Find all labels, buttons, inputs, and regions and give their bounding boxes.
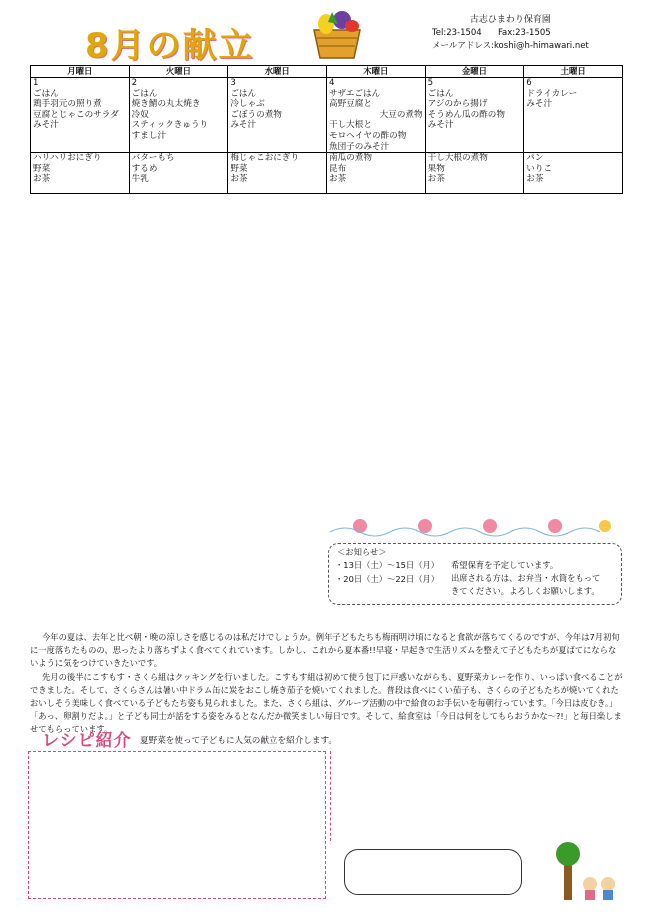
snack-cell (524, 153, 623, 194)
snack-item: バターもち (131, 153, 175, 164)
snack-cell (228, 153, 327, 194)
crab-decoration (330, 512, 620, 540)
snack-item: 牛乳 (131, 174, 149, 185)
menu-item: ごはん (131, 88, 158, 99)
paragraph: 先月の後半にこすもす・さくら組はクッキングを行いました。こすもす組は初めて使う包丁に戸惑いながらも、夏野菜カレーを作り、いっぱい食べることができました。そして、さくらさんは暑い中ドラム缶に炭をおこし焼き茄子を焼いてくれました。普段は食べにくい茄子も、さくらの子どもたちが焼いてくれたおいしそう美味しく食べている子どもたち姿も見られました。また、さくら組は、グループ活動の中で給食のお手伝いを毎朝行っています。「今日は皮むき。」「あっ、卵割りだよ。」と子ども同士が話をする姿をみるとなんだか微笑ましい毎日です。そして、給食室は「今日は何をしてもらおうかな〜?!」と毎日楽しませてもらっています。 (30, 671, 623, 735)
recipe-title: レシピ紹介 (42, 731, 132, 751)
day-cell (129, 78, 228, 153)
snack-item: ハリハリおにぎり (33, 153, 102, 164)
menu-calendar (30, 65, 623, 194)
menu-item: 焼き鯖の丸太焼き (131, 99, 201, 110)
day-number: 4 (328, 78, 335, 88)
snack-item: 南瓜の煮物 (328, 153, 372, 164)
weekday-header: 土曜日 (524, 66, 623, 78)
menu-item: 魚団子のみそ汁 (328, 141, 390, 152)
snack-item: 野菜 (33, 163, 51, 174)
menu-item: スティックきゅうり (131, 120, 209, 131)
recipe-tofu-salad (28, 751, 326, 899)
weekday-header: 木曜日 (326, 66, 425, 78)
menu-item: すまし汁 (131, 130, 167, 141)
day-cell (425, 78, 524, 153)
menu-item: みそ汁 (427, 120, 454, 131)
snack-item: お茶 (526, 174, 544, 185)
notice-heading: ＜お知らせ＞ (337, 547, 387, 557)
menu-item: 冷奴 (131, 109, 149, 120)
menu-item: 高野豆腐と (328, 99, 372, 110)
tel: Tel:23-1504 (432, 28, 482, 38)
snack-item: パン (526, 153, 544, 164)
snack-item: 梅じゃこおにぎり (230, 153, 300, 164)
notice-line2: ・20日（土）〜22日（月） (335, 574, 440, 584)
menu-item: 鶏手羽元の照り煮 (33, 99, 102, 110)
mail: :koshi@h-himawari.net (491, 41, 589, 51)
day-cell (524, 78, 623, 153)
snack-item: 干し大根の煮物 (427, 153, 488, 164)
paragraph: 今年の夏は、去年と比べ朝・晩の涼しさを感じるのは私だけでしょうか。例年子どもたちも梅雨明け頃になると食欲が落ちてくるのですが、今年は7月初旬に一度落ちたものの、思ったより落ちずよく食べてくれています。しかし、これから夏本番!!早寝・早起きで生活リズムを整えて子どもたちが夏ばてにならないように気をつけていきたいです。 (30, 632, 620, 669)
snack-item: お茶 (328, 174, 347, 185)
recipe-corn-rice (330, 751, 622, 841)
snack-cell (326, 153, 425, 194)
menu-item: ごぼうの煮物 (230, 109, 282, 120)
weekday-header: 金曜日 (425, 66, 524, 78)
notice-text2: 出席される方は、お弁当・水筒をもって (451, 573, 601, 583)
menu-item: 豆腐とじゃこのサラダ (33, 109, 119, 120)
day-number: 2 (131, 78, 138, 88)
vegetable-basket-icon (308, 8, 366, 60)
notice-line1: ・13日（土）〜15日（月） (335, 560, 440, 570)
snack-item: お茶 (33, 174, 51, 185)
newsletter-text (30, 631, 623, 737)
snack-item: 果物 (427, 163, 445, 174)
school-name: 古志ひまわり保育園 (469, 15, 551, 25)
snack-item: お茶 (230, 174, 248, 185)
menu-item: ドライカレー (526, 88, 578, 99)
menu-item: 冷しゃぶ (230, 99, 265, 110)
weekday-header: 月曜日 (31, 66, 130, 78)
menu-item: そうめん瓜の酢の物 (427, 109, 505, 120)
snack-item: するめ (131, 163, 158, 174)
weekday-header: 水曜日 (228, 66, 327, 78)
recipe-subtitle: 夏野菜を使って子どもに人気の献立を紹介します。 (140, 736, 337, 746)
day-cell (228, 78, 327, 153)
menu-item: ごはん (427, 88, 454, 99)
day-cell (31, 78, 130, 153)
day-cell (326, 78, 425, 153)
snack-cell (129, 153, 228, 194)
day-number: 5 (427, 78, 434, 88)
menu-item: モロヘイヤの酢の物 (328, 130, 407, 141)
notice-text1: 希望保育を予定しています。 (451, 560, 559, 570)
day-number: 1 (33, 78, 39, 88)
day-number: 6 (526, 78, 532, 88)
mail-label: メールアドレス (432, 41, 492, 51)
menu-item: みそ汁 (230, 120, 257, 131)
menu-item: サザエごはん (328, 88, 381, 99)
day-number: 3 (230, 78, 236, 88)
notice-text3: きてください。よろしくお願いします。 (451, 586, 600, 596)
snack-item: いりこ (526, 163, 553, 174)
menu-item: みそ汁 (526, 99, 553, 110)
menu-item: ごはん (230, 88, 257, 99)
page-title: 8月の献立 (85, 26, 255, 66)
snack-item: 昆布 (328, 163, 347, 174)
fax: Fax:23-1505 (497, 28, 551, 38)
children-tree-icon (546, 842, 626, 902)
menu-item: ごはん (33, 88, 59, 99)
school-info (432, 14, 589, 53)
snack-cell (31, 153, 130, 194)
menu-item: 干し大根と (328, 120, 372, 131)
snack-item: 野菜 (230, 163, 248, 174)
snack-item: お茶 (427, 174, 445, 185)
menu-item: みそ汁 (33, 120, 59, 131)
weekday-header: 火曜日 (129, 66, 228, 78)
snack-cell (425, 153, 524, 194)
speech-bubble (344, 849, 522, 895)
menu-item: アジのから揚げ (427, 99, 488, 110)
notice-box (328, 543, 622, 605)
menu-item: 大豆の煮物 (379, 109, 423, 120)
